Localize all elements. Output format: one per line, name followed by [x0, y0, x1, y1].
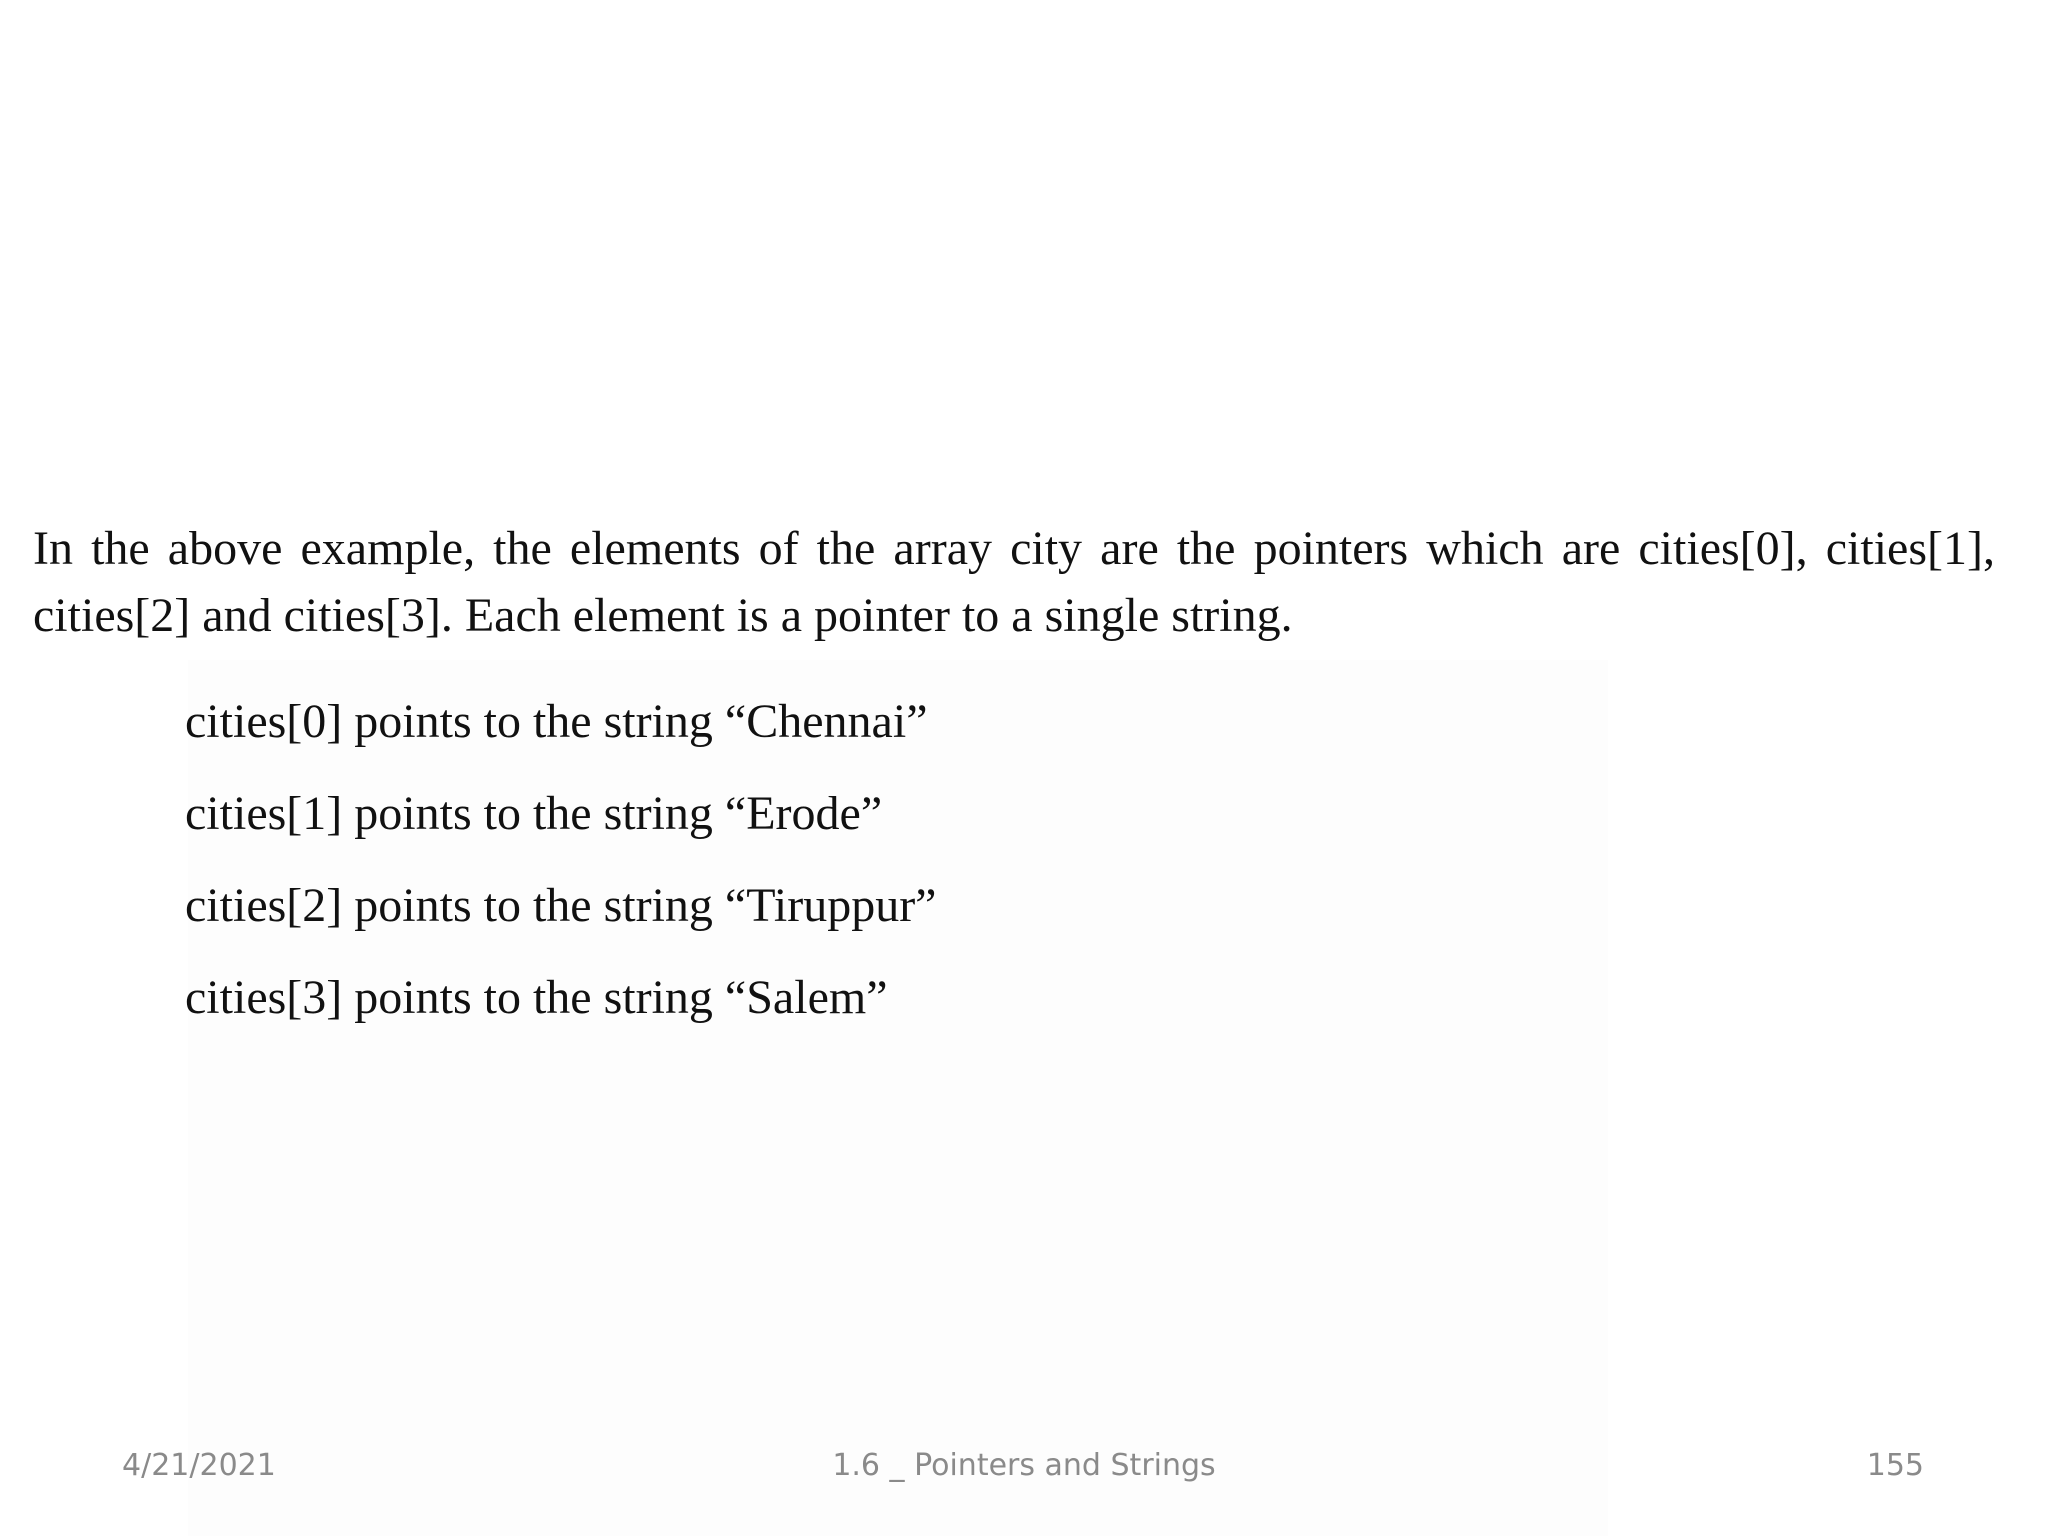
list-item: cities[2] points to the string “Tiruppur” [185, 879, 937, 932]
footer-title: 1.6 _ Pointers and Strings [832, 1448, 1216, 1483]
slide-paragraph: In the above example, the elements of the array city are the pointers which are cities[0], cities[1], cities[2] and cities[3]. Each element is a pointer to a single string. [33, 522, 1995, 642]
page-number: 155 [1866, 1448, 1924, 1483]
list-item: cities[3] points to the string “Salem” [185, 971, 888, 1024]
list-item: cities[0] points to the string “Chennai” [185, 695, 928, 748]
list-item: cities[1] points to the string “Erode” [185, 787, 883, 840]
pointer-list [185, 676, 936, 1044]
footer-date: 4/21/2021 [122, 1448, 276, 1483]
